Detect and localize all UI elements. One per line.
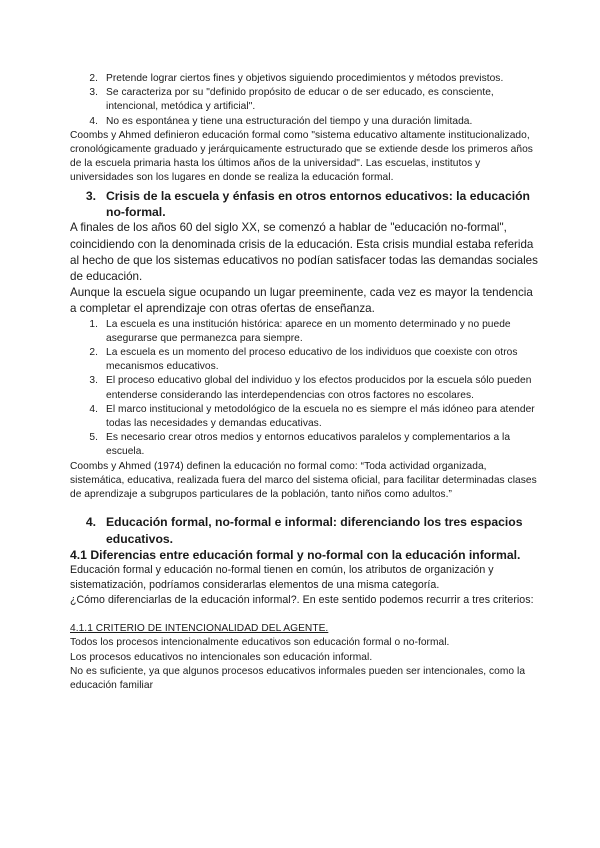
section-3-heading: 3. Crisis de la escuela y énfasis en otros entornos educativos: la educación no-formal. (85, 188, 531, 220)
crisis-paragraph-2: Aunque la escuela sigue ocupando un lugar preeminente, cada vez es mayor la tendencia a completar el aprendizaje con otras ofertas de enseñanza. (70, 286, 533, 316)
coombs-formal-paragraph: Coombs y Ahmed definieron educación formal como "sistema educativo altamente institucionalizado, cronológicamente graduado y jerárquicamente estructurado que se extiende desde los primeros años de la escuela primaria hasta los últimos años de la universidad". Las escuelas, institutos y universidades son los lugares en donde se realiza la educación formal. (70, 129, 533, 184)
list-item: 2. Pretende lograr ciertos fines y objetivos siguiendo procedimientos y métodos previstos. (89, 73, 504, 84)
list-item: 2. La escuela es un momento del proceso educativo de los individuos que coexiste con otros mecanismos educativos. (89, 347, 518, 373)
coombs-nonformal-paragraph: Coombs y Ahmed (1974) definen la educación no formal como: “Toda actividad organizada, sistemática, educativa, realizada fuera del marco del sistema oficial, para facilitar determinadas clases de aprendizaje a subgrupos particulares de la población, tanto niños como adultos.” (70, 460, 537, 501)
list-item: 4. El marco institucional y metodológico de la escuela no es siempre el más idóneo para atender todas las necesidades y demandas educativas. (89, 403, 535, 430)
crisis-paragraph-1: A finales de los años 60 del siglo XX, se comenzó a hablar de "educación no-formal", coincidiendo con la denominada crisis de la educación. Esta crisis mundial estaba referida al hecho de que los sistemas educativos no podían satisfacer todas las demandas sociales de educación. (70, 221, 538, 284)
list-item: 4. No es espontánea y tiene una estructuración del tiempo y una duración limitada. (89, 115, 473, 127)
document-page (70, 72, 540, 693)
formal-education-list (70, 72, 540, 129)
paragraph-4-1-1-a: Todos los procesos intencionalmente educativos son educación formal o no-formal. (70, 637, 450, 649)
paragraph-4-1-1-c: No es suficiente, ya que algunos procesos educativos informales pueden ser intencionales, como la educación familiar (70, 665, 526, 691)
subsection-4-1-heading: 4.1 Diferencias entre educación formal y no-formal con la educación informal. (70, 548, 521, 563)
list-item: 3. El proceso educativo global del individuo y los efectos producidos por la escuela sólo pueden entenderse considerando las interdependencias con otros factores no escolares. (89, 375, 532, 401)
subsection-4-1-1-heading: 4.1.1 CRITERIO DE INTENCIONALIDAD DEL AGENTE. (70, 623, 329, 635)
list-item: 5. Es necesario crear otros medios y entornos educativos paralelos y complementarios a la escuela. (89, 432, 511, 458)
school-crisis-list (70, 318, 540, 460)
paragraph-4-1-1-b: Los procesos educativos no intencionales son educación informal. (70, 651, 373, 663)
paragraph-4-1-b: ¿Cómo diferenciarlas de la educación informal?. En este sentido podemos recurrir a tres criterios: (70, 594, 534, 607)
list-item: 1. La escuela es una institución histórica: aparece en un momento determinado y no puede asegurarse que permanezca para siempre. (89, 318, 511, 344)
list-item: 3. Se caracteriza por su "definido propósito de educar o de ser educado, es consciente, intencional, metódica y artificial". (89, 87, 494, 113)
section-4-heading: 4. Educación formal, no-formal e informal: diferenciando los tres espacios educativos. (85, 515, 523, 546)
paragraph-4-1-a: Educación formal y educación no-formal tienen en común, los atributos de organización y sistematización, podríamos considerarlas elementos de una misma categoría. (70, 564, 494, 592)
